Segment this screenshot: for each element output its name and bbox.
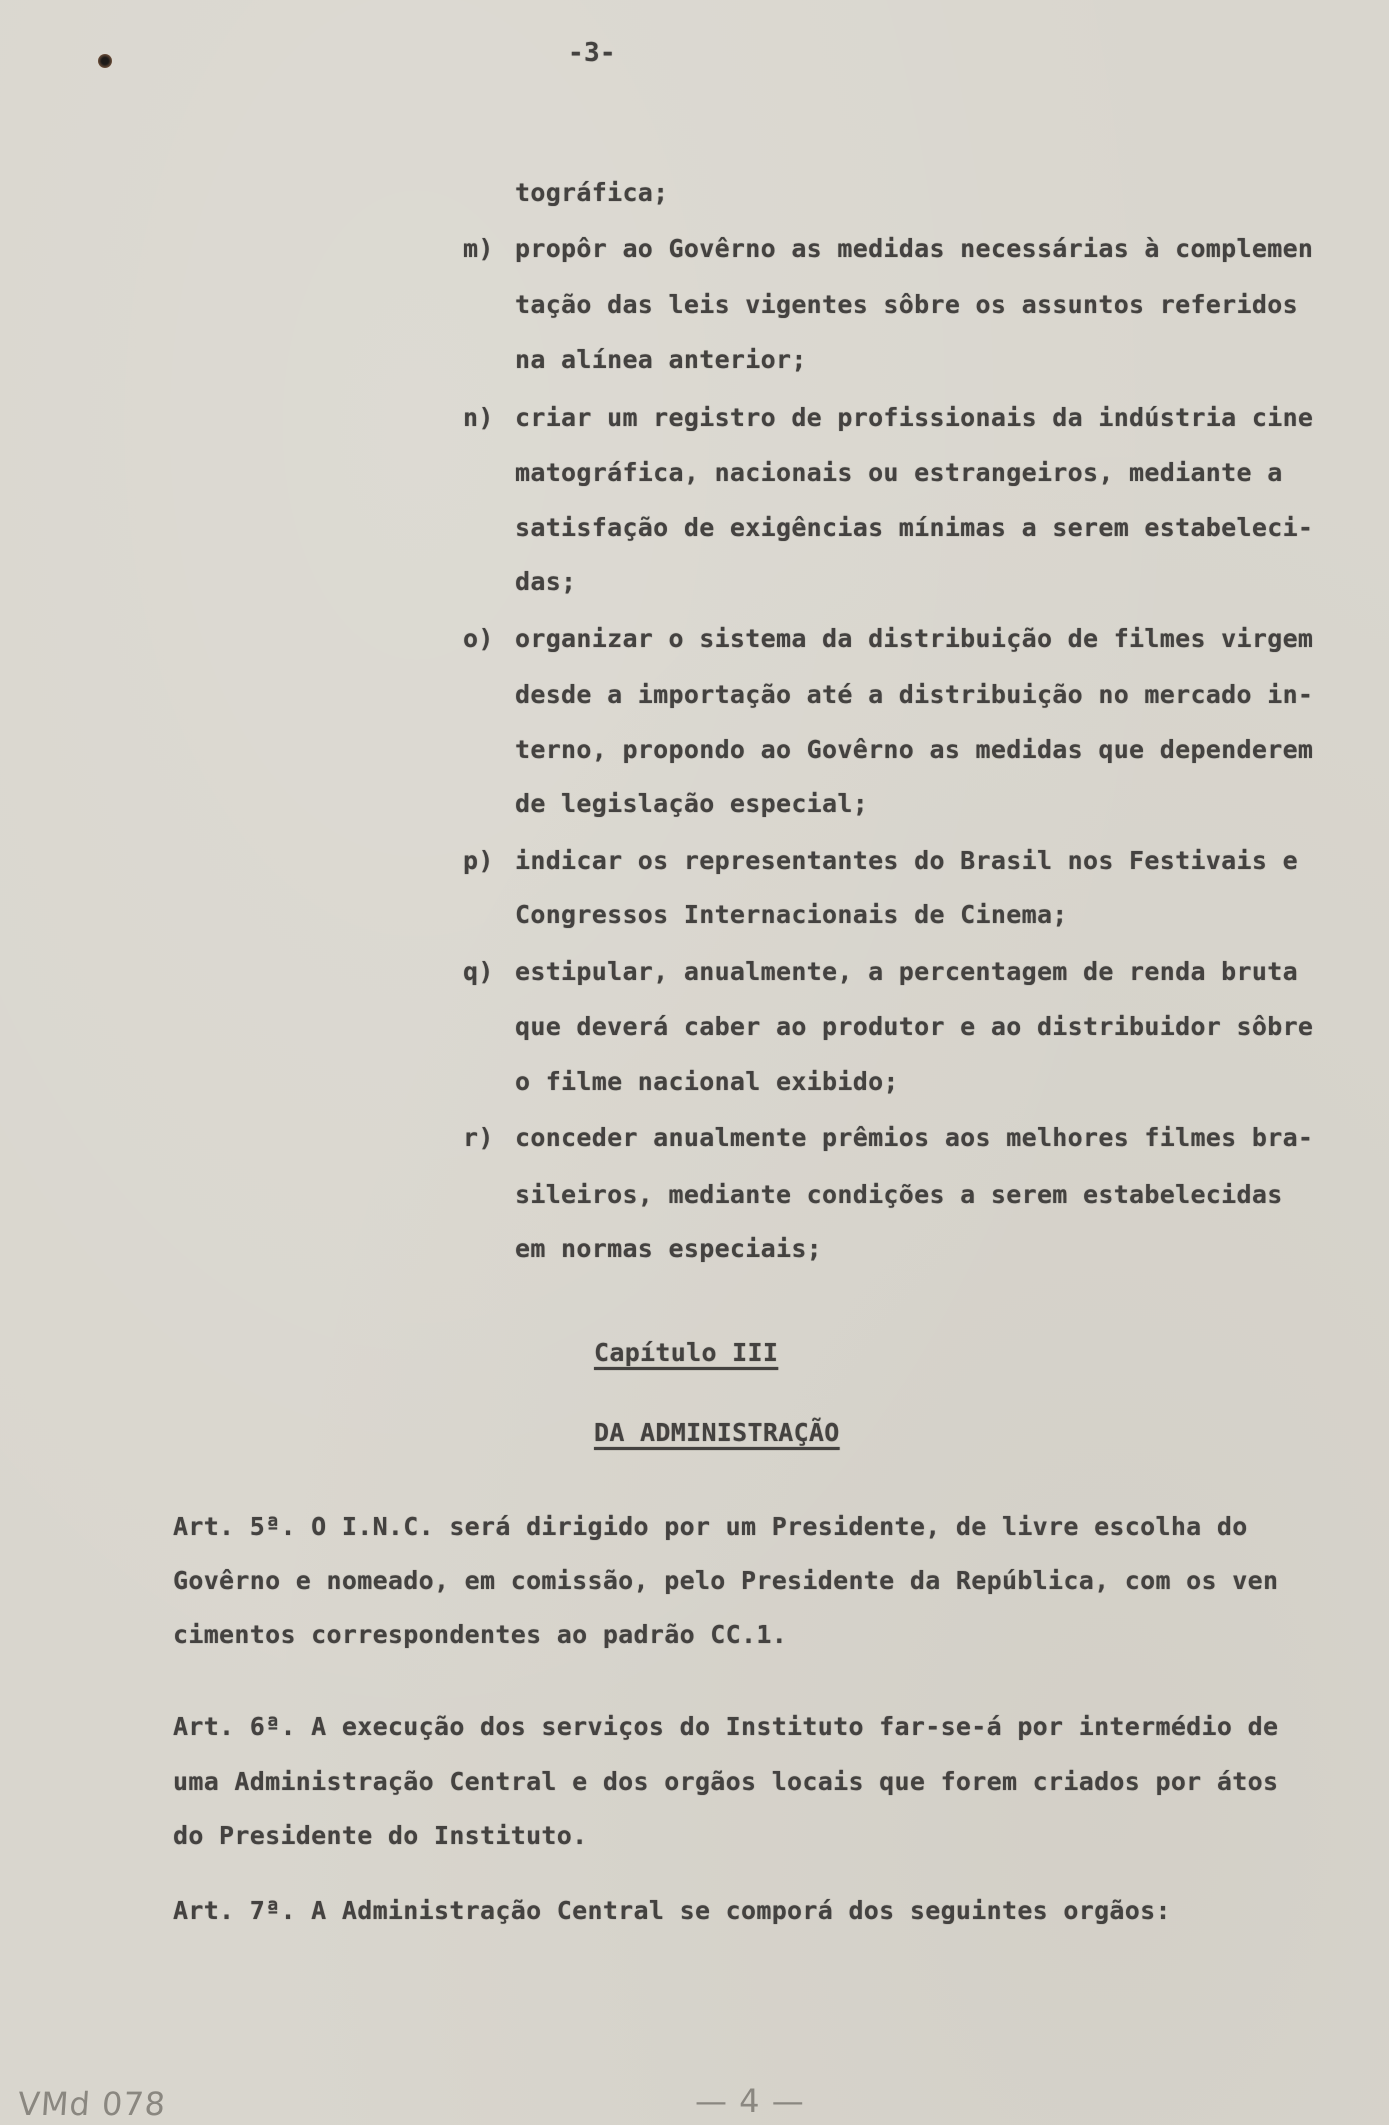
article-6-line-3: do Presidente do Instituto. [173, 1821, 588, 1850]
punch-hole-mark [98, 54, 112, 68]
handwritten-page-number: — 4 — [695, 2082, 805, 2120]
item-n-line-3: satisfação de exigências mínimas a serem estabeleci- [515, 513, 1314, 542]
handwritten-ref-code: VMd 078 [16, 2085, 168, 2123]
item-q-line-3: o filme nacional exibido; [515, 1067, 899, 1096]
item-label-n: n) [463, 403, 494, 432]
item-m-line-3: na alínea anterior; [515, 345, 807, 374]
item-n-line-1: criar um registro de profissionais da indústria cine [515, 403, 1314, 432]
item-label-m: m) [463, 234, 494, 263]
article-6-line-2: uma Administração Central e dos orgãos locais que forem criados por átos [173, 1767, 1279, 1796]
article-7-line-1: Art. 7ª. A Administração Central se comporá dos seguintes orgãos: [173, 1896, 1171, 1925]
item-n-line-2: matográfica, nacionais ou estrangeiros, mediante a [515, 458, 1283, 487]
continuation-line: tográfica; [515, 178, 669, 207]
chapter-subheading: DA ADMINISTRAÇÃO [594, 1418, 840, 1447]
article-6-line-1: Art. 6ª. A execução dos serviços do Instituto far-se-á por intermédio de [173, 1712, 1279, 1741]
chapter-heading: Capítulo III [594, 1338, 779, 1367]
item-q-line-2: que deverá caber ao produtor e ao distribuidor sôbre [515, 1012, 1314, 1041]
item-o-line-2: desde a importação até a distribuição no mercado in- [515, 680, 1314, 709]
item-q-line-1: estipular, anualmente, a percentagem de renda bruta [515, 957, 1298, 986]
item-p-line-1: indicar os representantes do Brasil nos Festivais e [515, 846, 1298, 875]
item-m-line-2: tação das leis vigentes sôbre os assuntos referidos [515, 290, 1298, 319]
item-label-o: o) [463, 624, 494, 653]
item-label-p: p) [463, 846, 494, 875]
item-n-line-4: das; [515, 567, 577, 596]
item-r-line-1: conceder anualmente prêmios aos melhores filmes bra- [515, 1123, 1314, 1152]
article-5-line-2: Govêrno e nomeado, em comissão, pelo Presidente da República, com os ven [173, 1566, 1279, 1595]
item-p-line-2: Congressos Internacionais de Cinema; [515, 900, 1068, 929]
article-5-line-3: cimentos correspondentes ao padrão CC.1. [173, 1620, 788, 1649]
item-m-line-1: propôr ao Govêrno as medidas necessárias à complemen [515, 234, 1314, 263]
article-5-line-1: Art. 5ª. O I.N.C. será dirigido por um Presidente, de livre escolha do [173, 1512, 1248, 1541]
item-r-line-2: sileiros, mediante condições a serem estabelecidas [515, 1180, 1283, 1209]
item-o-line-3: terno, propondo ao Govêrno as medidas que dependerem [515, 735, 1314, 764]
item-o-line-4: de legislação especial; [515, 789, 869, 818]
item-o-line-1: organizar o sistema da distribuição de filmes virgem [515, 624, 1314, 653]
item-r-line-3: em normas especiais; [515, 1234, 823, 1263]
page-number-top: -3- [568, 38, 616, 68]
item-label-r: r) [463, 1123, 494, 1152]
item-label-q: q) [463, 957, 494, 986]
